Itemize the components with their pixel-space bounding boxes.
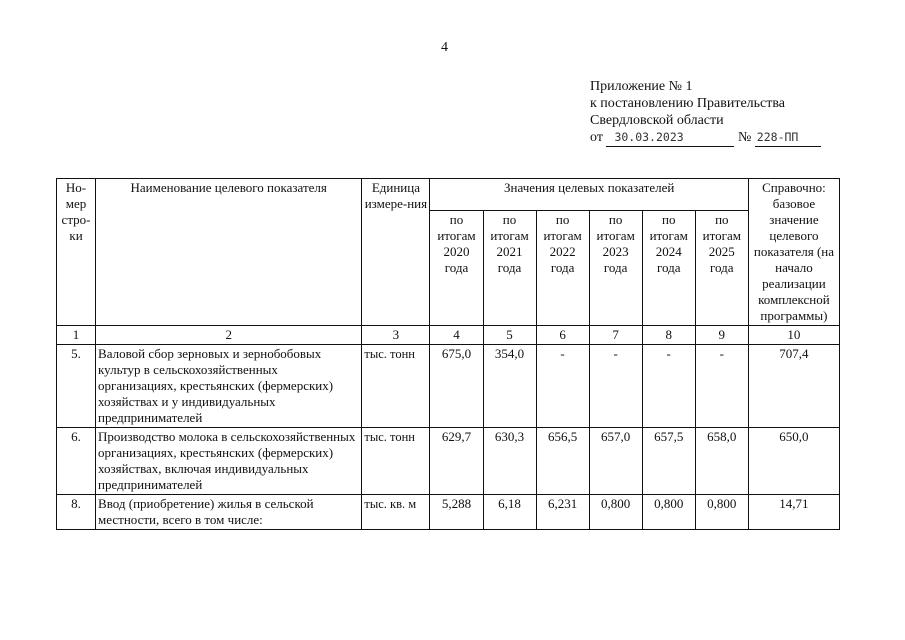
- column-number: 2: [96, 326, 362, 345]
- table-row: [57, 495, 840, 530]
- header-year-2023: по итогам 2023 года: [589, 211, 642, 326]
- value-2024: 0,800: [642, 495, 695, 530]
- header-row-number: Но-мер стро-ки: [57, 179, 96, 326]
- value-2023: 0,800: [589, 495, 642, 530]
- value-2022: 656,5: [536, 428, 589, 495]
- indicators-table: [56, 178, 840, 530]
- value-2021: 6,18: [483, 495, 536, 530]
- value-2020: 5,288: [430, 495, 483, 530]
- value-2021: 354,0: [483, 345, 536, 428]
- reference-value: 707,4: [748, 345, 839, 428]
- indicator-name: Ввод (приобретение) жилья в сельской местности, всего в том числе:: [96, 495, 362, 530]
- value-2022: 6,231: [536, 495, 589, 530]
- value-2025: 658,0: [695, 428, 748, 495]
- value-2020: 675,0: [430, 345, 483, 428]
- row-number: 8.: [57, 495, 96, 530]
- header-unit: Единица измере-ния: [362, 179, 430, 326]
- value-2024: -: [642, 345, 695, 428]
- header-year-2022: по итогам 2022 года: [536, 211, 589, 326]
- column-number: 7: [589, 326, 642, 345]
- header-reference: Справочно: базовое значение целевого показателя (на начало реализации комплексной программы): [748, 179, 839, 326]
- value-2023: 657,0: [589, 428, 642, 495]
- indicator-unit: тыс. тонн: [362, 428, 430, 495]
- indicator-name: Производство молока в сельскохозяйственных организациях, крестьянских (фермерских) хозяйствах, включая индивидуальных предпринимателей: [96, 428, 362, 495]
- reference-value: 650,0: [748, 428, 839, 495]
- header-row-1: [57, 179, 840, 211]
- page-number: 4: [441, 40, 448, 55]
- header-year-2020: по итогам 2020 года: [430, 211, 483, 326]
- appendix-title: Приложение № 1: [590, 79, 693, 94]
- table-row: [57, 345, 840, 428]
- value-2023: -: [589, 345, 642, 428]
- row-number: 6.: [57, 428, 96, 495]
- row-number: 5.: [57, 345, 96, 428]
- column-number: 10: [748, 326, 839, 345]
- value-2025: -: [695, 345, 748, 428]
- indicator-unit: тыс. кв. м: [362, 495, 430, 530]
- header-year-2021: по итогам 2021 года: [483, 211, 536, 326]
- indicator-unit: тыс. тонн: [362, 345, 430, 428]
- appendix-line-resolution: к постановлению Правительства: [590, 96, 786, 111]
- value-2021: 630,3: [483, 428, 536, 495]
- header-year-2024: по итогам 2024 года: [642, 211, 695, 326]
- value-2024: 657,5: [642, 428, 695, 495]
- column-number: 3: [362, 326, 430, 345]
- indicator-name: Валовой сбор зерновых и зернобобовых культур в сельскохозяйственных организациях, крестьянских (фермерских) хозяйствах и у индивидуальных предпринимателей: [96, 345, 362, 428]
- column-number: 1: [57, 326, 96, 345]
- header-target-values: Значения целевых показателей: [430, 179, 748, 211]
- column-number: 9: [695, 326, 748, 345]
- header-indicator-name: Наименование целевого показателя: [96, 179, 362, 326]
- date-prefix: от: [590, 130, 603, 145]
- number-prefix: №: [737, 130, 752, 145]
- column-number: 5: [483, 326, 536, 345]
- resolution-number: 228-ПП: [755, 129, 821, 147]
- column-number: 6: [536, 326, 589, 345]
- appendix-line-region: Свердловской области: [590, 113, 724, 128]
- header-year-2025: по итогам 2025 года: [695, 211, 748, 326]
- reference-value: 14,71: [748, 495, 839, 530]
- value-2022: -: [536, 345, 589, 428]
- value-2025: 0,800: [695, 495, 748, 530]
- value-2020: 629,7: [430, 428, 483, 495]
- column-number: 8: [642, 326, 695, 345]
- column-numbers-row: [57, 326, 840, 345]
- resolution-date: 30.03.2023: [606, 129, 734, 147]
- appendix-header: [590, 78, 821, 147]
- appendix-date-line: [590, 129, 821, 147]
- table-row: [57, 428, 840, 495]
- column-number: 4: [430, 326, 483, 345]
